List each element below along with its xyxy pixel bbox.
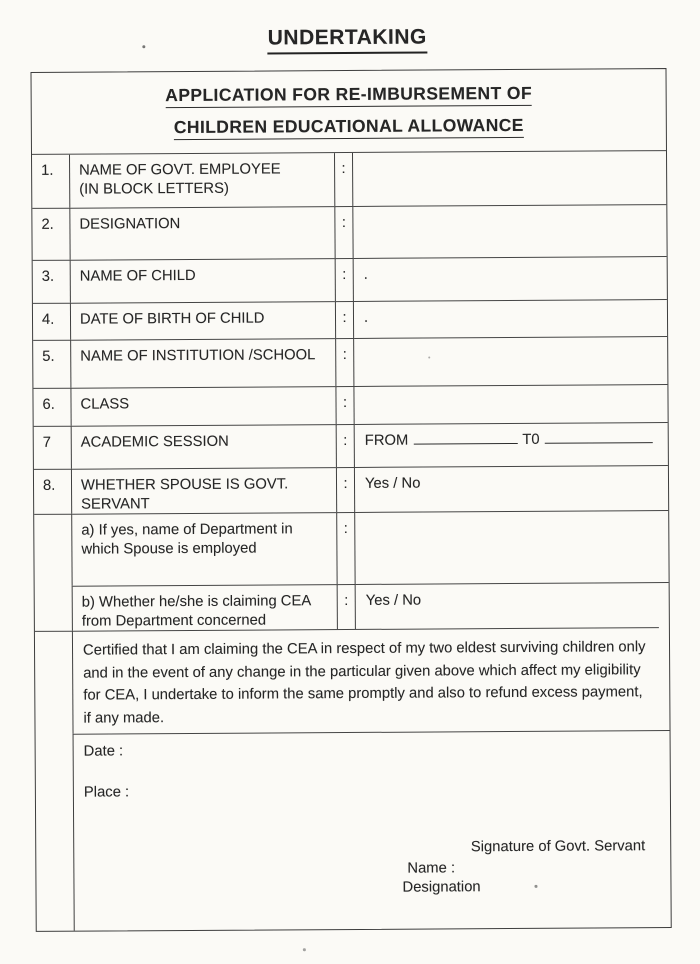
row-label: b) Whether he/she is claiming CEA from Department concerned	[73, 584, 337, 631]
value-cell	[353, 151, 666, 206]
value-cell: Yes / No	[355, 465, 668, 512]
value-cell	[355, 510, 668, 584]
row-number: 7	[34, 426, 72, 469]
designation-label: Designation	[402, 879, 481, 896]
row-number	[35, 586, 73, 631]
value-cell: .	[354, 256, 667, 301]
value-cell: .	[354, 299, 667, 338]
row-number: 6.	[33, 388, 71, 426]
row-label: a) If yes, name of Department in which Spouse is employed	[72, 512, 336, 586]
academic-session-to-label: T0	[522, 431, 540, 448]
value-cell	[354, 336, 667, 386]
scan-artifact-dot	[428, 357, 430, 359]
colon-separator: :	[334, 153, 353, 206]
table-row-8a	[34, 510, 668, 586]
form-box	[30, 68, 671, 932]
place-label: Place :	[83, 784, 130, 801]
date-label: Date :	[83, 743, 124, 760]
row-number	[35, 631, 74, 734]
table-row-6	[33, 384, 667, 426]
colon-separator: :	[335, 338, 354, 386]
row-number: 8.	[34, 469, 72, 514]
row-number: 4.	[33, 303, 71, 340]
value-cell	[353, 204, 666, 258]
scan-artifact-dot	[142, 45, 145, 48]
form-header-line1: APPLICATION FOR RE-IMBURSEMENT OF	[165, 83, 532, 108]
table-row-5	[33, 336, 667, 388]
row-number: 3.	[33, 260, 71, 303]
page-title	[0, 24, 697, 56]
certification-row	[35, 627, 670, 734]
row-number: 2.	[32, 208, 70, 260]
colon-separator: :	[336, 467, 355, 512]
row-label: DATE OF BIRTH OF CHILD	[71, 301, 335, 340]
academic-session-from-label: FROM	[364, 432, 409, 449]
colon-separator: :	[336, 512, 355, 584]
scan-artifact-dot	[303, 948, 306, 951]
colon-separator: :	[335, 301, 354, 338]
colon-separator: :	[335, 386, 354, 424]
value-cell	[354, 384, 667, 424]
page-title-text: UNDERTAKING	[268, 26, 427, 55]
table-row-2	[32, 204, 666, 260]
row-label: NAME OF INSTITUTION /SCHOOL	[71, 338, 335, 388]
scan-artifact-dot	[534, 885, 537, 888]
row-label: DESIGNATION	[70, 206, 334, 260]
academic-session-value-cell	[355, 422, 668, 467]
colon-separator: :	[337, 584, 356, 629]
value-cell: Yes / No	[356, 582, 669, 629]
form-header-line2: CHILDREN EDUCATIONAL ALLOWANCE	[174, 115, 524, 140]
colon-separator: :	[334, 206, 353, 258]
to-blank-line	[545, 430, 653, 444]
table-row-8b	[35, 582, 669, 631]
table-row-8	[34, 465, 668, 514]
row-label: ACADEMIC SESSION	[72, 424, 336, 469]
table-row-4	[33, 299, 667, 340]
table-row-7	[34, 422, 668, 469]
row-number	[34, 514, 72, 586]
from-blank-line	[413, 431, 517, 445]
certification-text: Certified that I am claiming the CEA in respect of my two eldest surviving children only and in the event of any change in the particular given above which affect my eligibility for CEA, I undertake to inform the same promptly and also to refund excess payment, if any made.	[73, 627, 660, 734]
table-row-3	[33, 256, 667, 303]
row-label: CLASS	[71, 386, 335, 426]
colon-separator: :	[335, 258, 354, 301]
row-label: WHETHER SPOUSE IS GOVT. SERVANT	[72, 467, 336, 514]
row-label: NAME OF CHILD	[71, 258, 335, 303]
row-label: NAME OF GOVT. EMPLOYEE (IN BLOCK LETTERS)	[79, 161, 281, 198]
signature-label: Signature of Govt. Servant	[470, 838, 646, 856]
footer-cell	[74, 730, 671, 931]
row-number: 1.	[32, 155, 70, 208]
row-number: 5.	[33, 340, 71, 388]
table-row-1	[32, 151, 666, 208]
footer-row	[36, 730, 671, 931]
row-number	[36, 734, 75, 931]
name-label: Name :	[407, 860, 456, 877]
form-header	[32, 69, 666, 155]
colon-separator: :	[336, 424, 355, 467]
